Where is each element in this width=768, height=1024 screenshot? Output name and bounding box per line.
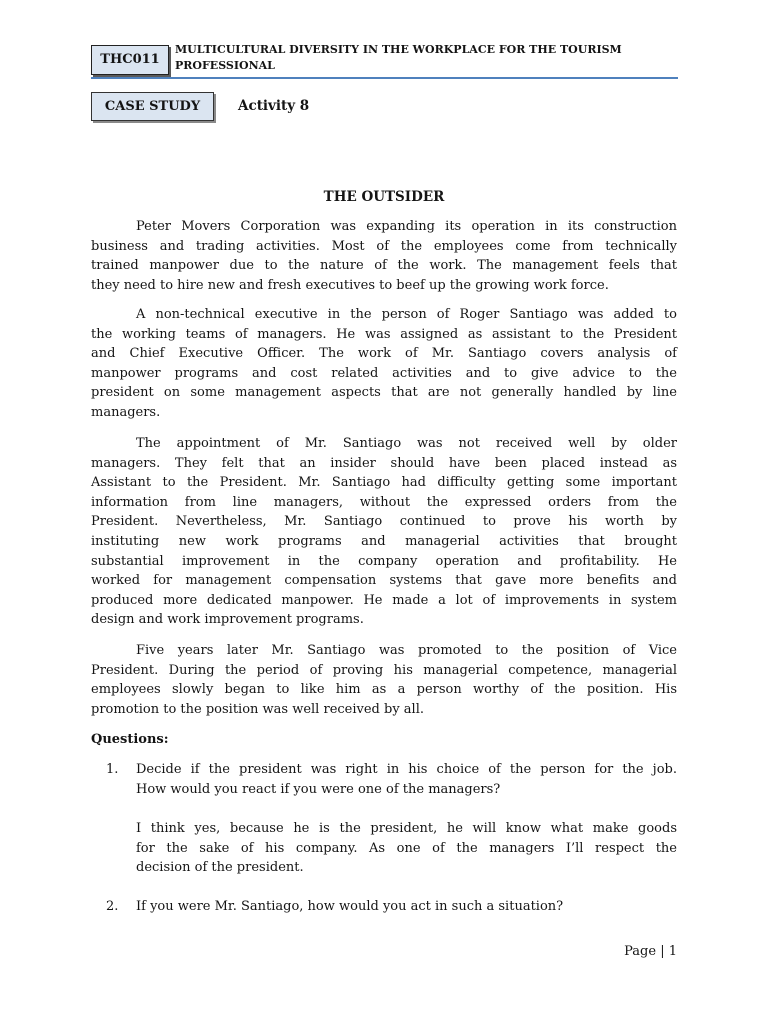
question-number: 1. [106,762,119,777]
paragraph-1 [91,217,677,295]
text-line: substantial improvement in the company operation and profitability. He [91,553,677,569]
question-item-2 [106,897,677,917]
text-line: decision of the president. [136,860,304,876]
text-line: employees slowly began to like him as a person worthy of the position. His [91,682,677,698]
text-line: information from line managers, without the expressed orders from the [91,494,677,510]
text-line: I think yes, because he is the president, he will know what make goods [136,821,677,836]
case-study-label-box: CASE STUDY [91,92,214,121]
text-line: A non-technical executive in the person of Roger Santiago was added to [136,307,677,322]
paragraph-4 [91,641,677,719]
page-number: Page | 1 [624,944,677,959]
text-line: design and work improvement programs. [91,612,364,628]
activity-label: Activity 8 [238,98,310,114]
text-line: business and trading activities. Most of the employees come from technically [91,238,677,254]
text-line: Assistant to the President. Mr. Santiago had difficulty getting some important [91,475,677,491]
text-line: President. Nevertheless, Mr. Santiago continued to prove his worth by [91,514,677,530]
paragraph-2 [91,305,677,423]
text-line: they need to hire new and fresh executives to beef up the growing work force. [91,277,609,293]
text-line: produced more dedicated manpower. He made a lot of improvements in system [91,592,677,608]
text-line: worked for management compensation systems that gave more benefits and [91,573,677,589]
questions-heading: Questions: [91,732,169,747]
question-item-1 [106,760,677,800]
question-text [136,897,677,917]
text-line: How would you react if you were one of the managers? [136,781,501,797]
text-line: the working teams of managers. He was assigned as assistant to the President [91,326,677,342]
text-line: President. During the period of proving his managerial competence, managerial [91,662,677,678]
text-line: president on some management aspects that are not generally handled by line [91,385,677,401]
paragraph-3 [91,434,677,630]
text-line: Five years later Mr. Santiago was promoted to the position of Vice [136,643,677,658]
course-title: MULTICULTURAL DIVERSITY IN THE WORKPLACE FOR THE TOURISM PROFESSIONAL [175,43,622,72]
text-line: managers. They felt that an insider should have been placed instead as [91,455,677,471]
text-line: trained manpower due to the nature of the work. The management feels that [91,258,677,274]
question-number: 2. [106,899,119,914]
text-line: Peter Movers Corporation was expanding its operation in its construction [136,219,677,234]
text-line: managers. [91,404,161,420]
text-line: If you were Mr. Santiago, how would you act in such a situation? [136,899,564,914]
text-line: for the sake of his company. As one of the managers I’ll respect the [136,840,677,856]
text-line: promotion to the position was well received by all. [91,701,425,717]
text-line: instituting new work programs and managerial activities that brought [91,533,677,549]
document-title: THE OUTSIDER [323,189,445,205]
text-line: The appointment of Mr. Santiago was not received well by older [136,436,677,451]
text-line: manpower programs and cost related activities and to give advice to the [91,365,677,381]
question-text [136,760,677,799]
text-line: and Chief Executive Officer. The work of Mr. Santiago covers analysis of [91,346,677,362]
header-rule [91,77,678,79]
answer-1 [136,819,677,878]
course-code-box: THC011 [91,45,169,75]
text-line: Decide if the president was right in his choice of the person for the job. [136,762,677,777]
